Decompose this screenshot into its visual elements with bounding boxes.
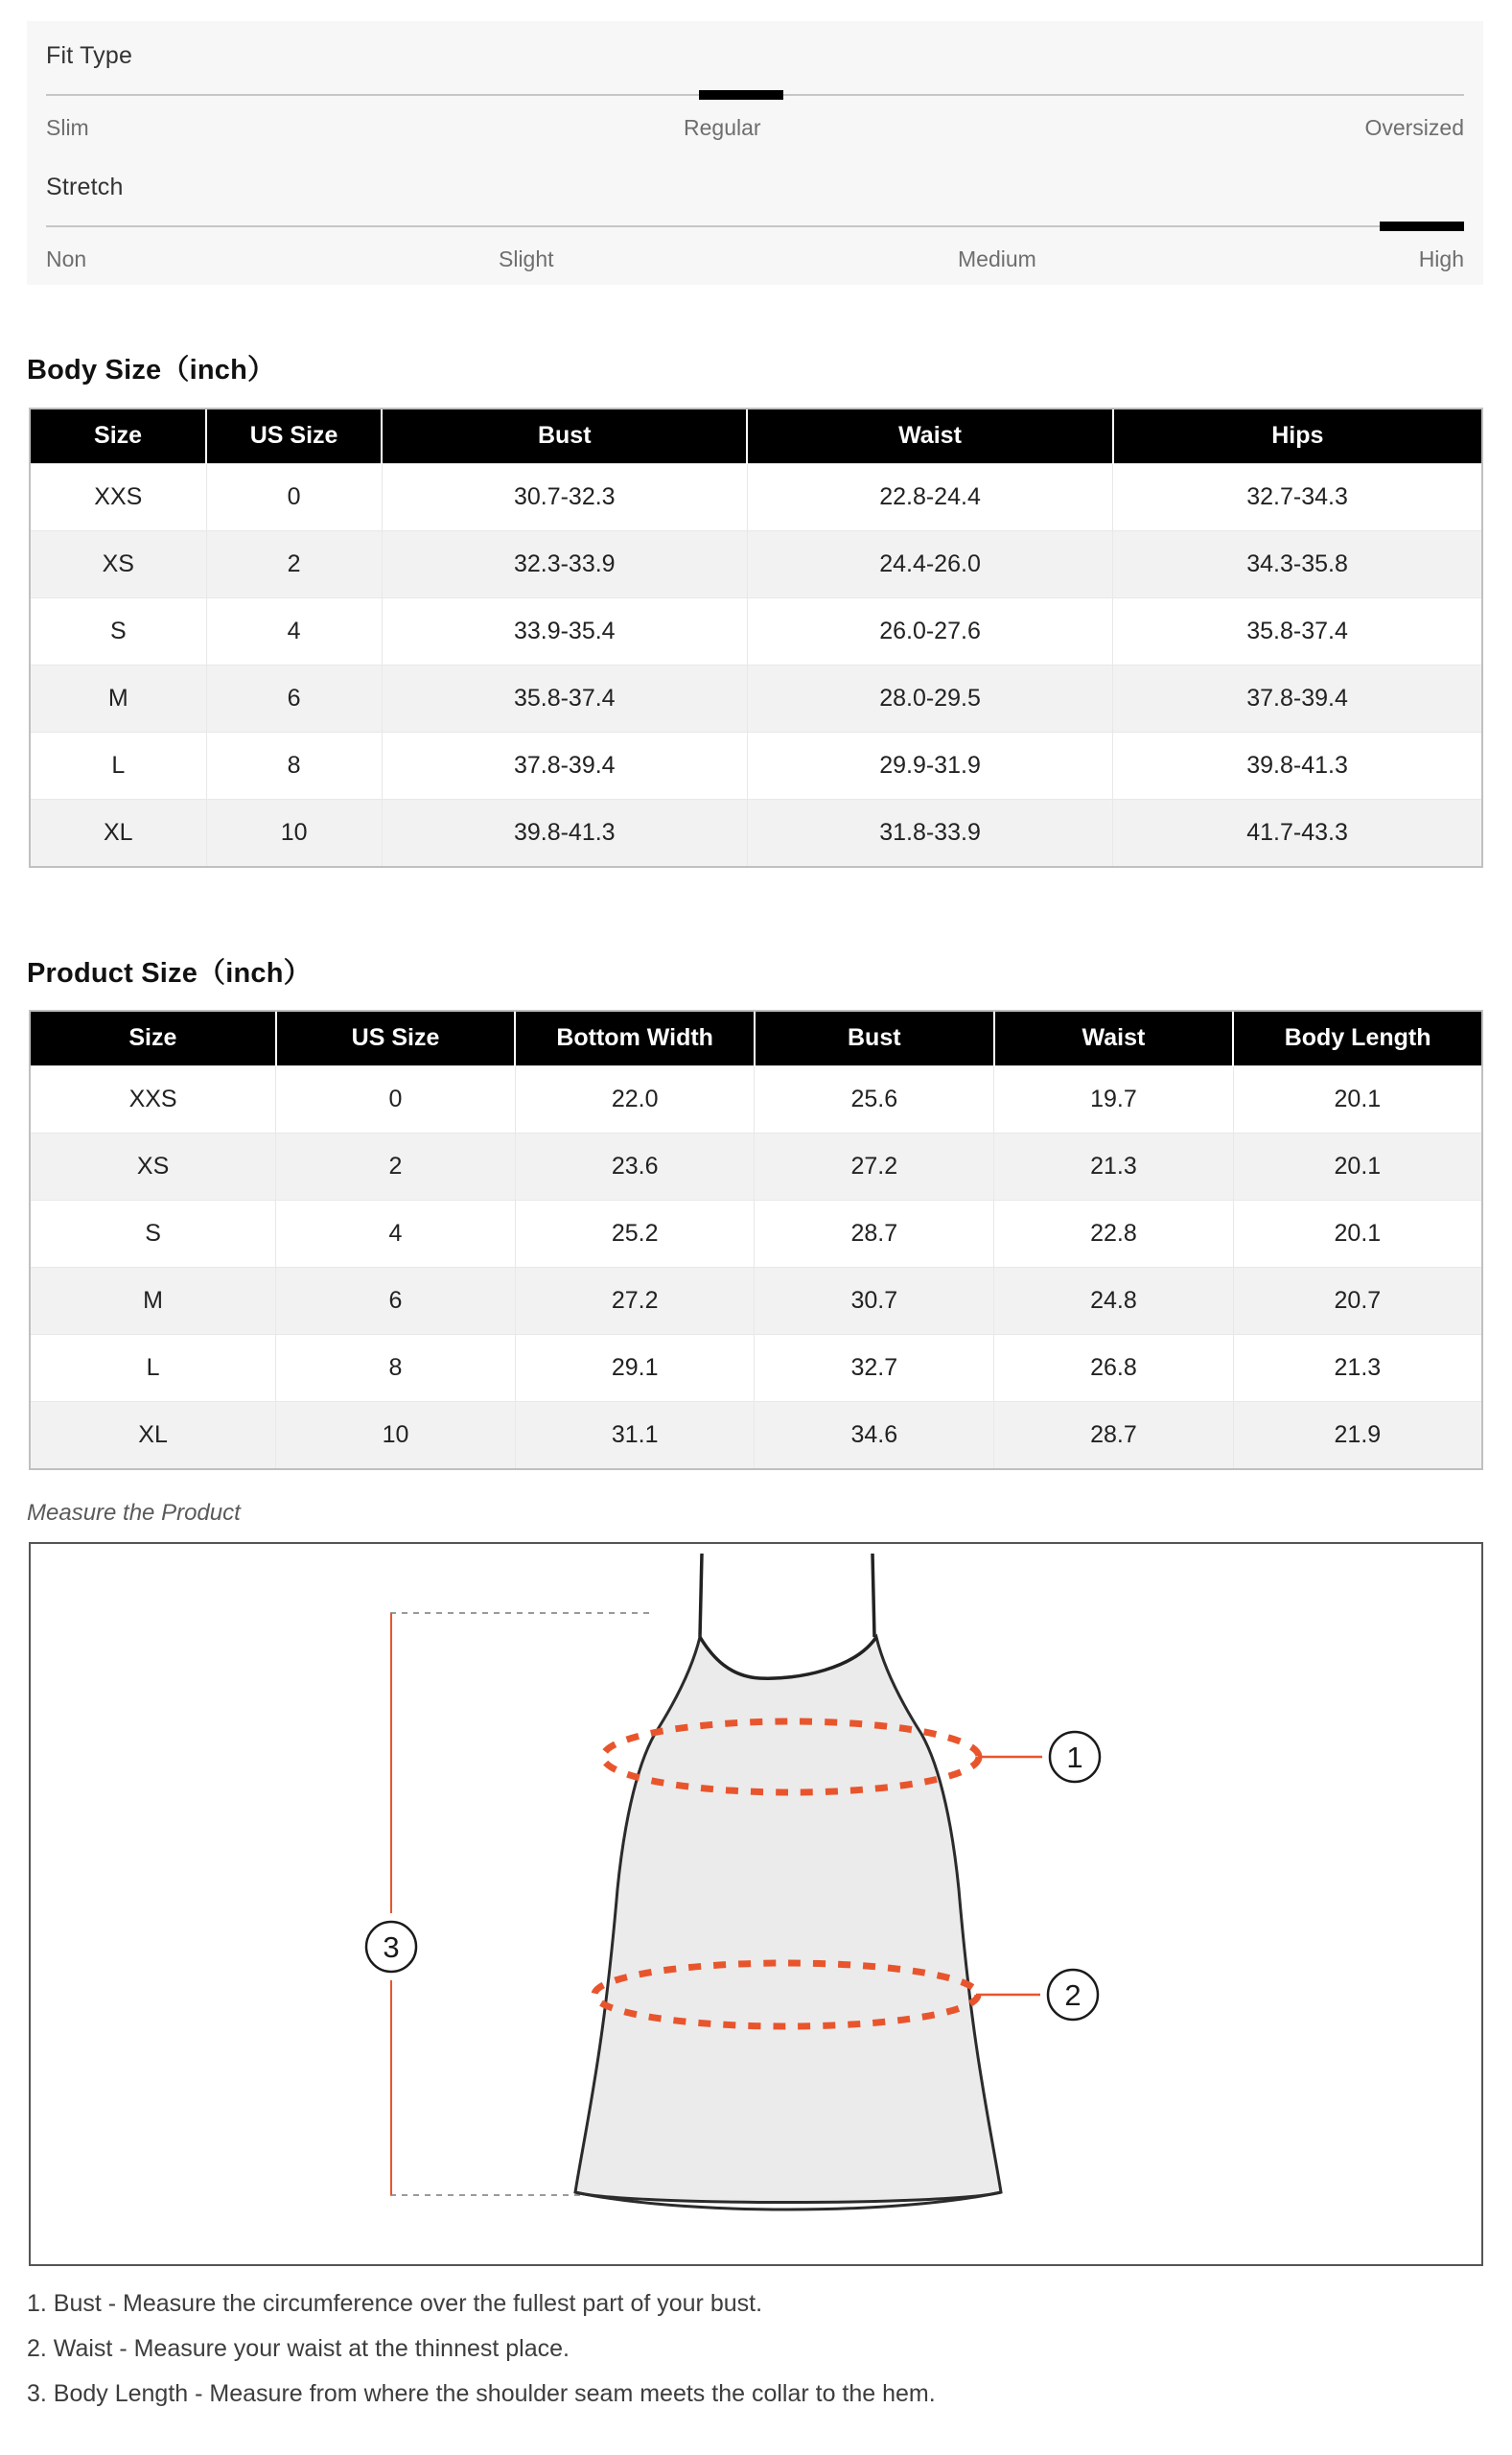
garment-measure-diagram [31,1544,1481,2264]
cell-bust: 27.2 [755,1133,994,1200]
cell-hips: 34.3-35.8 [1113,530,1481,597]
cell-size: L [31,1334,276,1401]
cell-bottom-width: 23.6 [515,1133,755,1200]
product-size-col-bust: Bust [755,1012,994,1065]
stretch-scale-labels [46,246,1464,275]
table-row [31,1065,1481,1133]
cell-body-length: 21.9 [1233,1401,1481,1468]
table-row [31,665,1481,732]
stretch-label-slight[interactable]: Slight [499,246,554,271]
body-length-callout[interactable] [366,1922,416,1972]
left-strap [700,1554,702,1637]
table-row [31,1133,1481,1200]
product-size-col-body-length: Body Length [1233,1012,1481,1065]
cell-bust: 30.7-32.3 [382,463,747,530]
cell-bust: 33.9-35.4 [382,597,747,665]
body-size-col-bust: Bust [382,409,747,463]
cell-waist: 22.8-24.4 [747,463,1112,530]
cell-size: XS [31,530,206,597]
body-length-callout-number: 3 [383,1930,400,1964]
cell-size: XL [31,1401,276,1468]
fit-type-slider-thumb[interactable] [699,90,783,100]
cell-bottom-width: 29.1 [515,1334,755,1401]
cell-size: L [31,732,206,799]
table-row [31,799,1481,866]
stretch-label-high[interactable]: High [1418,246,1464,271]
measure-the-product-caption: Measure the Product [27,1500,241,1526]
fit-type-slider-track[interactable] [46,94,1464,96]
cell-bust: 30.7 [755,1267,994,1334]
cell-body-length: 20.1 [1233,1133,1481,1200]
cell-body-length: 21.3 [1233,1334,1481,1401]
fit-type-title: Fit Type [46,42,133,69]
body-size-col-size: Size [31,409,206,463]
table-row [31,732,1481,799]
table-row [31,1401,1481,1468]
cell-us-size: 2 [206,530,382,597]
waist-callout[interactable] [1048,1970,1098,2020]
cell-size: M [31,1267,276,1334]
product-size-col-waist: Waist [994,1012,1234,1065]
measure-diagram-box [29,1542,1483,2266]
cell-bust: 32.3-33.9 [382,530,747,597]
bust-callout-number: 1 [1066,1741,1083,1774]
cell-waist: 28.7 [994,1401,1234,1468]
stretch-label-non[interactable]: Non [46,246,87,271]
fit-stretch-panel [27,21,1483,285]
cell-us-size: 0 [206,463,382,530]
footnote-bust: 1. Bust - Measure the circumference over the fullest part of your bust. [27,2290,763,2317]
stretch-slider-thumb[interactable] [1380,222,1464,231]
cell-size: S [31,597,206,665]
cell-waist: 31.8-33.9 [747,799,1112,866]
cell-waist: 19.7 [994,1065,1234,1133]
cell-us-size: 6 [276,1267,516,1334]
cell-hips: 35.8-37.4 [1113,597,1481,665]
product-size-table [29,1010,1483,1470]
fit-type-label-regular[interactable]: Regular [684,115,761,140]
cell-waist: 24.8 [994,1267,1234,1334]
cell-size: XXS [31,1065,276,1133]
table-row [31,463,1481,530]
waist-callout-number: 2 [1064,1978,1082,2012]
table-row [31,530,1481,597]
footnote-waist: 2. Waist - Measure your waist at the thinnest place. [27,2335,570,2362]
cell-bust: 35.8-37.4 [382,665,747,732]
body-size-col-us-size: US Size [206,409,382,463]
cell-bust: 37.8-39.4 [382,732,747,799]
body-size-header-row [31,409,1481,463]
fit-type-label-oversized[interactable]: Oversized [1364,115,1464,140]
cell-bust: 28.7 [755,1200,994,1267]
cell-bust: 32.7 [755,1334,994,1401]
cell-us-size: 0 [276,1065,516,1133]
measurement-instructions [27,2292,1465,2427]
cell-bottom-width: 25.2 [515,1200,755,1267]
cell-size: XS [31,1133,276,1200]
cell-us-size: 10 [206,799,382,866]
cell-us-size: 4 [276,1200,516,1267]
body-size-heading: Body Size（inch） [27,355,276,386]
stretch-slider-track[interactable] [46,225,1464,227]
cell-us-size: 4 [206,597,382,665]
cell-size: S [31,1200,276,1267]
cell-waist: 22.8 [994,1200,1234,1267]
product-size-col-us-size: US Size [276,1012,516,1065]
cell-body-length: 20.1 [1233,1200,1481,1267]
cell-hips: 41.7-43.3 [1113,799,1481,866]
cell-us-size: 8 [206,732,382,799]
garment-body [575,1637,1001,2203]
right-strap [872,1554,874,1637]
cell-hips: 32.7-34.3 [1113,463,1481,530]
camisole-tank-top-illustration [575,1554,1001,2210]
cell-waist: 26.0-27.6 [747,597,1112,665]
cell-waist: 28.0-29.5 [747,665,1112,732]
footnote-body-length: 3. Body Length - Measure from where the shoulder seam meets the collar to the hem. [27,2380,936,2407]
cell-bottom-width: 22.0 [515,1065,755,1133]
product-size-header-row [31,1012,1481,1065]
body-size-col-hips: Hips [1113,409,1481,463]
cell-waist: 24.4-26.0 [747,530,1112,597]
cell-body-length: 20.1 [1233,1065,1481,1133]
cell-bottom-width: 31.1 [515,1401,755,1468]
cell-size: M [31,665,206,732]
cell-us-size: 6 [206,665,382,732]
cell-bottom-width: 27.2 [515,1267,755,1334]
product-size-heading: Product Size（inch） [27,958,312,989]
table-row [31,1334,1481,1401]
cell-hips: 39.8-41.3 [1113,732,1481,799]
cell-size: XXS [31,463,206,530]
cell-waist: 26.8 [994,1334,1234,1401]
cell-waist: 21.3 [994,1133,1234,1200]
body-size-col-waist: Waist [747,409,1112,463]
stretch-title: Stretch [46,174,124,200]
cell-us-size: 8 [276,1334,516,1401]
table-row [31,597,1481,665]
cell-us-size: 2 [276,1133,516,1200]
cell-bust: 25.6 [755,1065,994,1133]
cell-size: XL [31,799,206,866]
fit-type-scale-labels [46,115,1464,144]
cell-bust: 34.6 [755,1401,994,1468]
product-size-col-size: Size [31,1012,276,1065]
cell-body-length: 20.7 [1233,1267,1481,1334]
table-row [31,1200,1481,1267]
cell-us-size: 10 [276,1401,516,1468]
cell-bust: 39.8-41.3 [382,799,747,866]
fit-type-label-slim[interactable]: Slim [46,115,89,140]
product-size-col-bottom-width: Bottom Width [515,1012,755,1065]
body-size-table [29,408,1483,868]
bust-callout[interactable] [1050,1732,1100,1782]
cell-hips: 37.8-39.4 [1113,665,1481,732]
stretch-label-medium[interactable]: Medium [958,246,1036,271]
cell-waist: 29.9-31.9 [747,732,1112,799]
table-row [31,1267,1481,1334]
